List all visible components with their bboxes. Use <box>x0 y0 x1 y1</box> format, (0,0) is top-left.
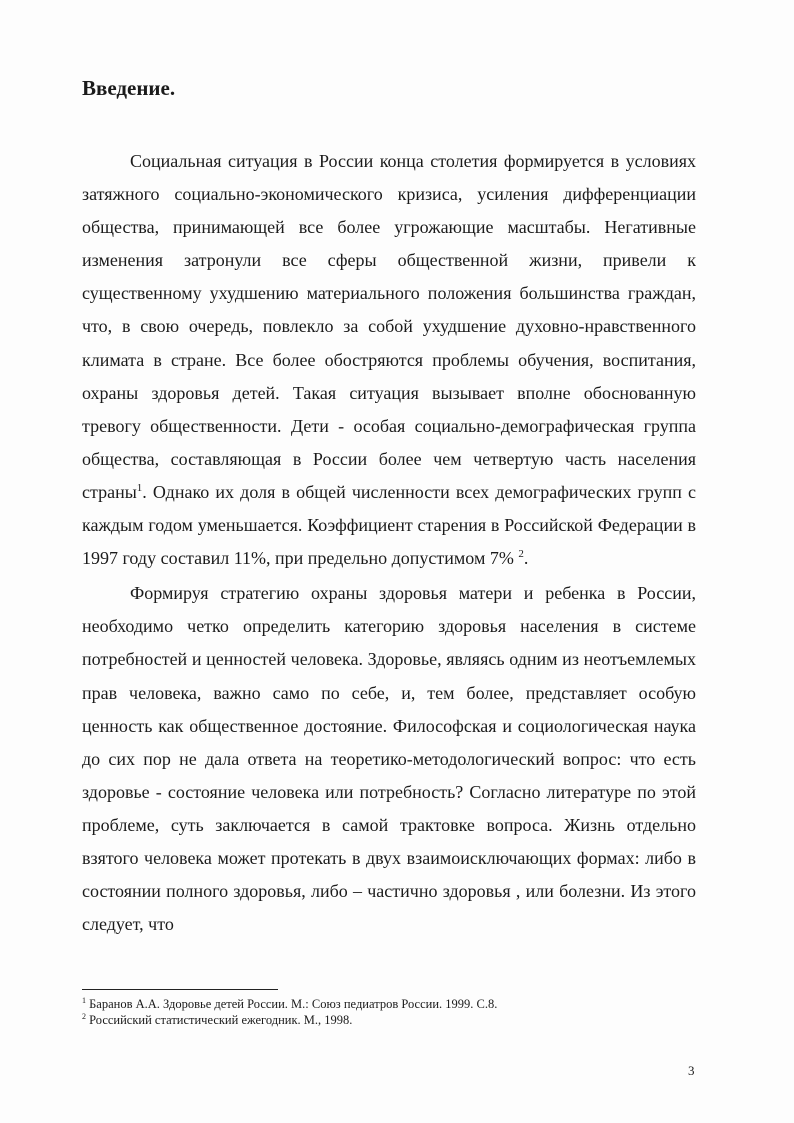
body-text <box>82 145 696 941</box>
page-number: 3 <box>688 1063 695 1078</box>
footnote-2 <box>82 1012 696 1028</box>
section-heading: Введение. <box>82 76 176 100</box>
footnote-mark-1: 1 <box>82 996 86 1005</box>
paragraph-1-text-a: Социальная ситуация в России конца столетия формируется в условиях затяжного социально-экономического кризиса, усиления дифференциации общества, принимающей все более угрожающие масштабы. Негативные изменения затронули все сферы общественной жизни, привели к существенному ухудшению материального положения большинства граждан, что, в свою очередь, повлекло за собой ухудшение духовно-нравственного климата в стране. Все более обостряются проблемы обучения, воспитания, охраны здоровья детей. Такая ситуация вызывает вполне обоснованную тревогу общественности. Дети - особая социально-демографическая группа общества, составляющая в России более чем четвертую часть населения страны <box>82 151 696 502</box>
footnotes <box>82 996 696 1028</box>
paragraph-1-text-c: . <box>523 548 529 569</box>
footnote-1 <box>82 996 696 1012</box>
footnote-text-1: Баранов А.А. Здоровье детей России. М.: Союз педиатров России. 1999. С.8. <box>89 997 498 1011</box>
paragraph-1-text-b: . Однако их доля в общей численности всех демографических групп с каждым годом уменьшается. Коэффициент старения в Российской Федерации в 1997 году составил 11%, при предельно допустимом 7% <box>82 481 696 569</box>
paragraph-1 <box>82 145 696 575</box>
footnote-ref-2[interactable]: 2 <box>518 548 524 561</box>
footnote-text-2: Российский статистический ежегодник. М., 1998. <box>89 1013 353 1027</box>
footnote-ref-1[interactable]: 1 <box>136 481 143 494</box>
paragraph-2: Формируя стратегию охраны здоровья матери и ребенка в России, необходимо четко определить категорию здоровья населения в системе потребностей и ценностей человека. Здоровье, являясь одним из неотъемлемых прав человека, важно само по себе, и, тем более, представляет особую ценность как общественное достояние. Философская и социологическая наука до сих пор не дала ответа на теоретико-методологический вопрос: что есть здоровье - состояние человека или потребность? Согласно литературе по этой проблеме, суть заключается в самой трактовке вопроса. Жизнь отдельно взятого человека может протекать в двух взаимоисключающих формах: либо в состоянии полного здоровья, либо – частично здоровья , или болезни. Из этого следует, что <box>82 583 696 935</box>
footnote-mark-2: 2 <box>82 1012 86 1021</box>
footnote-separator <box>82 989 278 990</box>
